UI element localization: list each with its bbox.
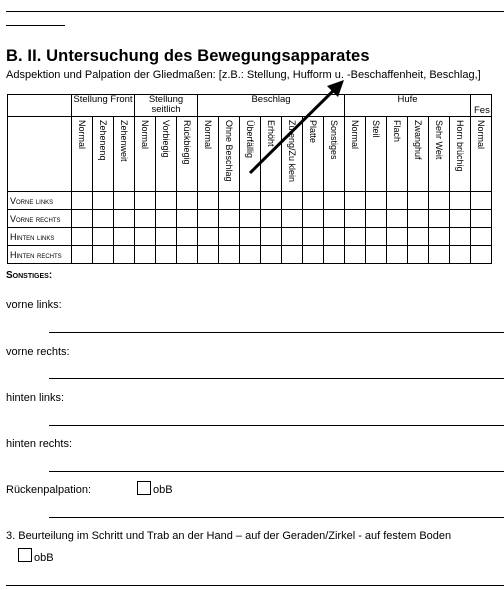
ruecken-line[interactable] (49, 517, 504, 518)
ruecken-obb-checkbox[interactable] (137, 481, 151, 495)
col-label: Normal (140, 120, 150, 150)
sonstiges-heading: Sonstiges: (6, 270, 53, 281)
row-label: Vorne rechts (8, 210, 72, 228)
row-label: Hinten rechts (8, 246, 72, 264)
group-hufe: Hufe (345, 95, 471, 117)
col-label: Normal (77, 120, 87, 150)
col-label: Zu eng/Zu klein (287, 120, 297, 183)
section3-obb-checkbox[interactable] (18, 548, 32, 562)
col-label: Flach (392, 120, 402, 143)
ruecken-label: Rückenpalpation: (6, 484, 92, 496)
col-label: Rückbiegig (182, 120, 192, 165)
col-label: Zehenenq (98, 120, 108, 161)
col-label: Erhöht (266, 120, 276, 147)
col-label: Horn brüchig (455, 120, 465, 172)
field-vorne-rechts-label: vorne rechts: (6, 346, 70, 358)
col-label: Zehenweit (119, 120, 129, 162)
field-hinten-links-line[interactable] (49, 425, 504, 426)
col-label: Sehr Weit (434, 120, 444, 160)
col-label: Überfällig (245, 120, 255, 159)
field-hinten-links-label: hinten links: (6, 392, 65, 404)
row-label: Hinten links (8, 228, 72, 246)
group-beschlag: Beschlag (198, 95, 345, 117)
col-label: Platte (308, 120, 318, 144)
field-vorne-links-line[interactable] (49, 332, 504, 333)
field-hinten-rechts-label: hinten rechts: (6, 438, 73, 450)
arrow-shaft (250, 88, 336, 173)
field-hinten-rechts-line[interactable] (49, 471, 504, 472)
col-label: Sonstiges (329, 120, 339, 160)
col-label: Normal (203, 120, 213, 150)
col-label: Ohne Beschlag (224, 120, 234, 182)
section3-line[interactable] (6, 585, 504, 586)
field-vorne-links-label: vorne links: (6, 299, 62, 311)
col-label: Steil (371, 120, 381, 138)
section-subheading: Adspektion und Palpation der Gliedmaßen: [z.B.: Stellung, Hufform u. -Beschaffenheit, Beschlag,] (6, 69, 481, 81)
group-stellung-front: Stellung Front (72, 95, 135, 117)
col-label: Normal (350, 120, 360, 150)
col-label: Normal (476, 120, 486, 150)
section3-obb-label: obB (34, 552, 54, 564)
col-label: Vorbiegig (161, 120, 171, 158)
row-label: Vorne links (8, 192, 72, 210)
col-label: Zwanghuf (413, 120, 423, 160)
group-stellung-seitlich: Stellung seitlich (135, 95, 198, 117)
field-vorne-rechts-line[interactable] (49, 378, 504, 379)
group-fes-label: Fes (474, 105, 490, 116)
ruecken-obb-label: obB (153, 484, 173, 496)
section-heading: B. II. Untersuchung des Bewegungsapparates (6, 47, 370, 65)
section3-text: 3. Beurteilung im Schritt und Trab an der Hand – auf der Geraden/Zirkel - auf festem Boden (6, 530, 452, 542)
